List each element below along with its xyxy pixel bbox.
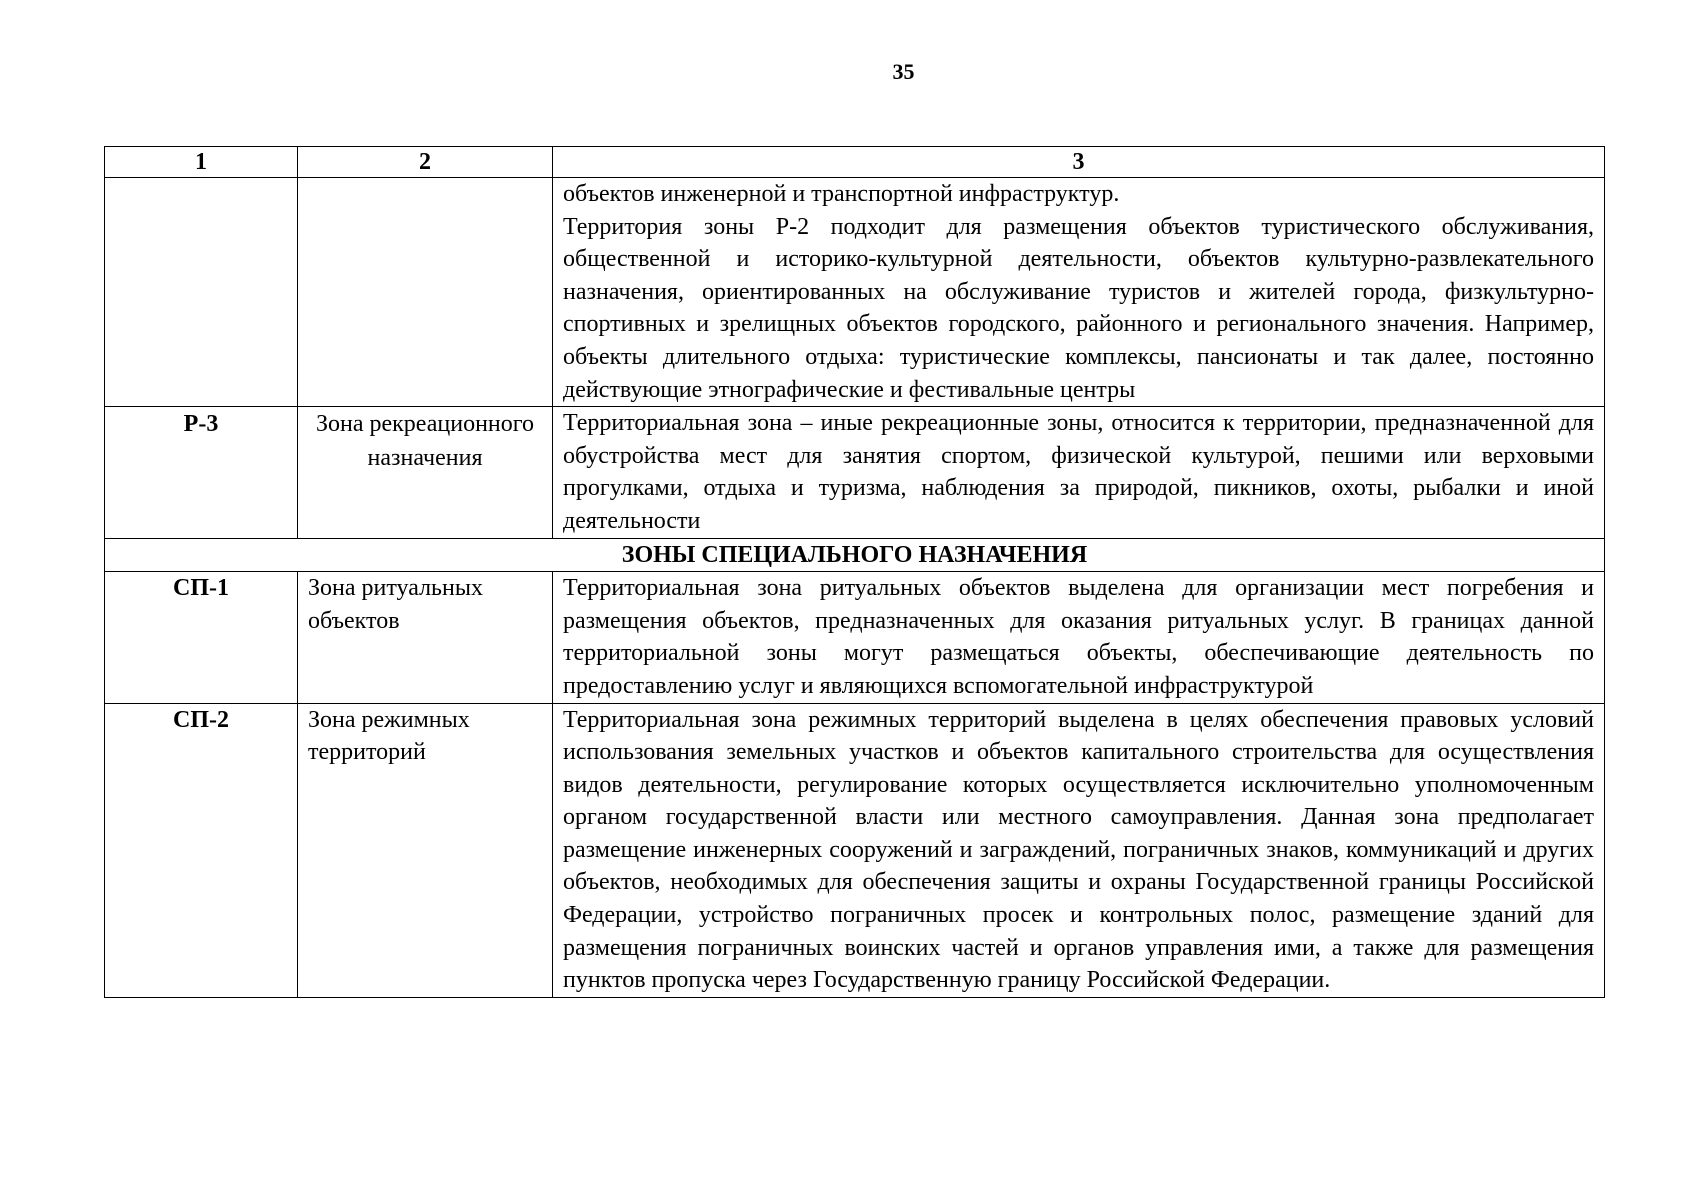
zone-name-r3: Зона рекреационного назначения [298,407,553,538]
table-section-row [105,538,1605,572]
zone-code-r3: Р-3 [105,407,298,538]
page-number: 35 [892,59,915,84]
zone-name-sp1: Зона ритуальных объектов [298,572,553,703]
zones-table [104,146,1605,998]
column-header-3: 3 [553,147,1605,178]
zone-code-sp2: СП-2 [105,703,298,997]
zone-description-cell [553,178,1605,407]
zone-name-sp2: Зона режимных территорий [298,703,553,997]
zone-description-sp1: Территориальная зона ритуальных объектов выделена для организации мест погребения и размещения объектов, предназначенных для оказания ритуальных услуг. В границах данной территориальной зоны могут размещаться объекты, обеспечивающие деятельность по предоставлению услуг и являющихся вспомогательной инфраструктурой [553,572,1605,703]
table-row-continuation [105,178,1605,407]
zone-description-r3: Территориальная зона – иные рекреационные зоны, относится к территории, предназначенной для обустройства мест для занятия спортом, физической культурой, пешими или верховыми прогулками, отдыха и туризма, наблюдения за природой, пикников, охоты, рыбалки и иной деятельности [553,407,1605,538]
table-row-sp2 [105,703,1605,997]
section-heading: ЗОНЫ СПЕЦИАЛЬНОГО НАЗНАЧЕНИЯ [105,538,1605,572]
zone-code-cell [105,178,298,407]
zone-code-sp1: СП-1 [105,572,298,703]
continuation-paragraph-1: объектов инженерной и транспортной инфраструктур. [563,181,1120,207]
continuation-paragraph-2: Территория зоны Р-2 подходит для размещения объектов туристического обслуживания, общественной и историко-культурной деятельности, объектов культурно-развлекательного назначения, ориентированных на обслуживание туристов и жителей города, физкультурно-спортивных и зрелищных объектов городского, районного и регионального значения. Например, объекты длительного отдыха: туристические комплексы, пансионаты и так далее, постоянно действующие этнографические и фестивальные центры [563,213,1594,403]
zone-name-cell [298,178,553,407]
column-header-1: 1 [105,147,298,178]
zone-description-sp2: Территориальная зона режимных территорий выделена в целях обеспечения правовых условий использования земельных участков и объектов капитального строительства для осуществления видов деятельности, регулирование которых осуществляется исключительно уполномоченным органом государственной власти или местного самоуправления. Данная зона предполагает размещение инженерных сооружений и заграждений, пограничных знаков, коммуникаций и других объектов, необходимых для обеспечения защиты и охраны Государственной границы Российской Федерации, устройство пограничных просек и контрольных полос, размещение зданий для размещения пограничных воинских частей и органов управления ими, а также для размещения пунктов пропуска через Государственную границу Российской Федерации. [553,703,1605,997]
table-row-sp1 [105,572,1605,703]
table-row-r3 [105,407,1605,538]
column-header-2: 2 [298,147,553,178]
table-header-row [105,147,1605,178]
